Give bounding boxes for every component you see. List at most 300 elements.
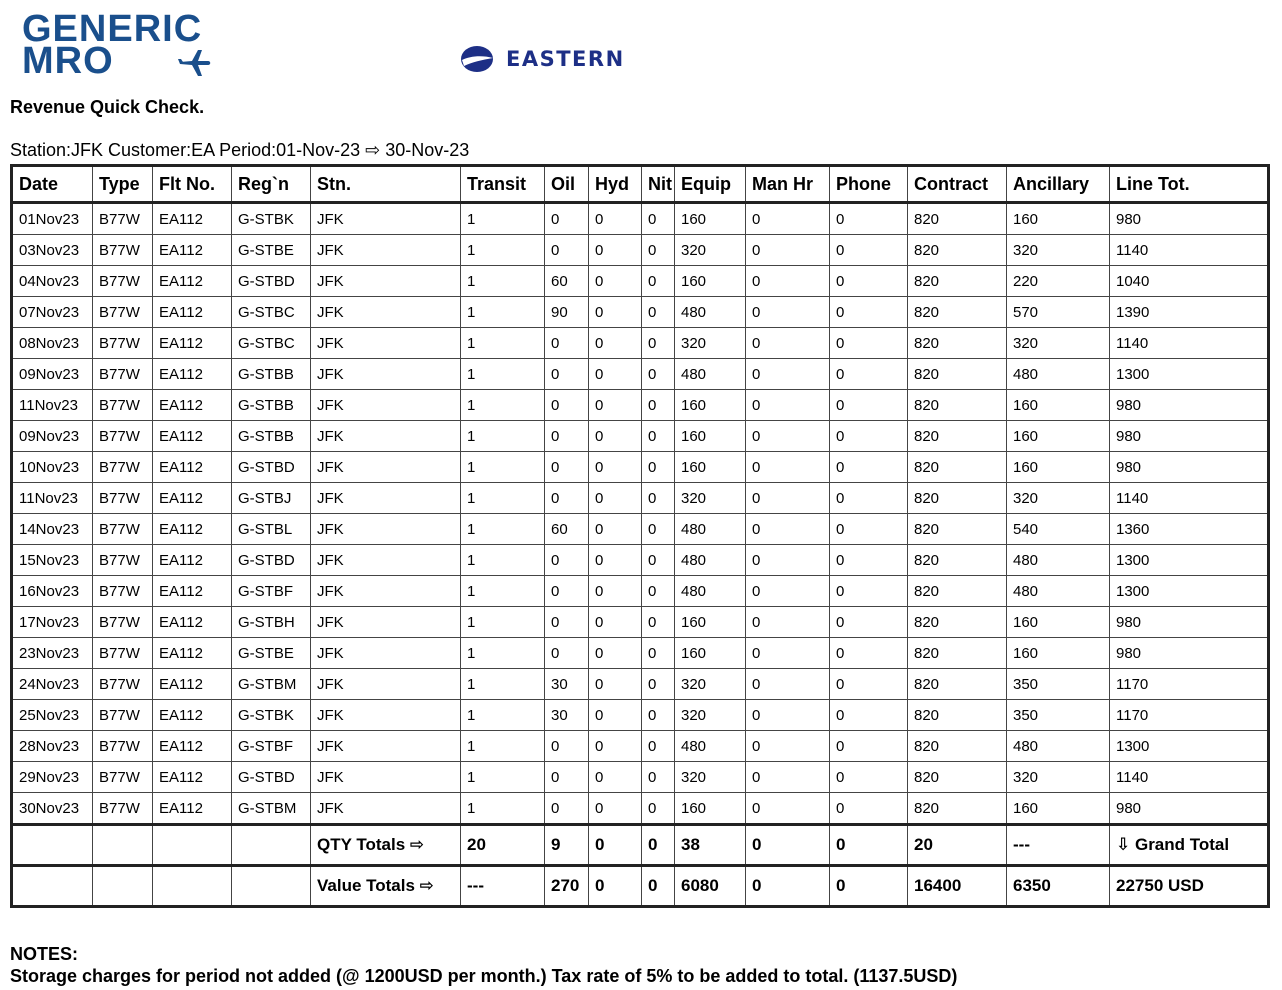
table-cell: 820 (908, 452, 1007, 483)
table-cell: 0 (830, 762, 908, 793)
table-cell: 1 (461, 359, 545, 390)
table-cell: 0 (642, 203, 675, 235)
table-cell: JFK (311, 607, 461, 638)
table-cell: EA112 (153, 700, 232, 731)
eastern-emblem-icon (460, 44, 494, 74)
table-cell: JFK (311, 638, 461, 669)
table-row (12, 328, 1269, 359)
table-cell: 0 (746, 545, 830, 576)
table-cell: B77W (93, 793, 153, 825)
table-cell: 820 (908, 203, 1007, 235)
table-cell: 820 (908, 576, 1007, 607)
table-cell: G-STBM (232, 669, 311, 700)
table-cell: 0 (545, 328, 589, 359)
value-total-cell: 6350 (1007, 866, 1110, 907)
table-cell: B77W (93, 297, 153, 328)
table-cell: 480 (1007, 359, 1110, 390)
table-cell: EA112 (153, 421, 232, 452)
table-cell: JFK (311, 762, 461, 793)
table-cell: 980 (1110, 203, 1269, 235)
table-cell: 0 (746, 731, 830, 762)
table-cell: 160 (1007, 390, 1110, 421)
table-cell: 320 (1007, 483, 1110, 514)
column-header: Oil (545, 166, 589, 203)
table-cell: JFK (311, 669, 461, 700)
table-cell: 0 (746, 359, 830, 390)
table-cell: B77W (93, 452, 153, 483)
table-cell: G-STBC (232, 328, 311, 359)
table-row (12, 452, 1269, 483)
column-header: Nit (642, 166, 675, 203)
table-cell: 0 (830, 452, 908, 483)
table-cell: 0 (642, 638, 675, 669)
table-cell: 0 (589, 452, 642, 483)
table-row (12, 669, 1269, 700)
table-row (12, 359, 1269, 390)
table-cell: 0 (746, 638, 830, 669)
notes-section (10, 943, 957, 987)
table-cell: 0 (746, 762, 830, 793)
table-cell: 1300 (1110, 731, 1269, 762)
table-cell: 820 (908, 235, 1007, 266)
table-cell: 1140 (1110, 762, 1269, 793)
table-cell: 0 (589, 390, 642, 421)
table-cell: 820 (908, 514, 1007, 545)
table-cell: 0 (642, 576, 675, 607)
table-cell: 0 (830, 545, 908, 576)
value-total-cell: Value Totals ⇨ (311, 866, 461, 907)
table-row (12, 297, 1269, 328)
table-cell: 11Nov23 (12, 390, 93, 421)
table-row (12, 545, 1269, 576)
table-cell: 0 (830, 421, 908, 452)
table-cell: 1 (461, 700, 545, 731)
table-cell: EA112 (153, 545, 232, 576)
table-cell: 1 (461, 483, 545, 514)
table-cell: 480 (1007, 576, 1110, 607)
table-cell: EA112 (153, 669, 232, 700)
column-header: Flt No. (153, 166, 232, 203)
qty-total-cell: 0 (746, 825, 830, 866)
table-cell: 480 (675, 297, 746, 328)
generic-mro-logo (22, 8, 222, 82)
table-cell: JFK (311, 297, 461, 328)
table-cell: 0 (589, 576, 642, 607)
table-row (12, 607, 1269, 638)
table-row (12, 203, 1269, 235)
table-cell: 160 (675, 638, 746, 669)
table-cell: 1140 (1110, 483, 1269, 514)
table-cell: 320 (675, 762, 746, 793)
table-row (12, 390, 1269, 421)
table-cell: 0 (746, 576, 830, 607)
table-cell: B77W (93, 266, 153, 297)
table-cell: 0 (545, 638, 589, 669)
table-cell: EA112 (153, 235, 232, 266)
table-cell: G-STBH (232, 607, 311, 638)
table-cell: 0 (830, 638, 908, 669)
table-cell: 0 (642, 731, 675, 762)
table-cell: G-STBJ (232, 483, 311, 514)
column-header: Equip (675, 166, 746, 203)
table-cell: 320 (1007, 235, 1110, 266)
table-cell: 980 (1110, 638, 1269, 669)
table-cell: 0 (589, 545, 642, 576)
table-cell: 0 (642, 328, 675, 359)
column-header: Contract (908, 166, 1007, 203)
table-cell: 160 (1007, 203, 1110, 235)
table-row (12, 483, 1269, 514)
column-header: Type (93, 166, 153, 203)
table-cell: 0 (545, 483, 589, 514)
report-title: Revenue Quick Check. (10, 97, 205, 117)
value-total-cell: 270 (545, 866, 589, 907)
table-cell: 980 (1110, 452, 1269, 483)
table-cell: B77W (93, 731, 153, 762)
table-cell: 0 (589, 700, 642, 731)
table-cell: EA112 (153, 266, 232, 297)
table-cell: 820 (908, 359, 1007, 390)
table-cell: 160 (675, 793, 746, 825)
table-cell: 14Nov23 (12, 514, 93, 545)
table-cell: B77W (93, 421, 153, 452)
table-cell: G-STBF (232, 576, 311, 607)
table-cell: 30 (545, 700, 589, 731)
table-cell: 0 (746, 669, 830, 700)
table-cell: 820 (908, 545, 1007, 576)
table-cell: 0 (589, 514, 642, 545)
table-cell: 820 (908, 390, 1007, 421)
column-header: Man Hr (746, 166, 830, 203)
logo-line-2: MRO (22, 40, 114, 82)
table-cell: 0 (642, 793, 675, 825)
table-cell: 480 (675, 545, 746, 576)
table-cell: JFK (311, 576, 461, 607)
table-cell: 320 (675, 328, 746, 359)
table-cell: 820 (908, 669, 1007, 700)
table-cell: 0 (830, 297, 908, 328)
table-cell: 0 (545, 359, 589, 390)
table-cell: 820 (908, 793, 1007, 825)
table-cell: 320 (675, 700, 746, 731)
table-cell: 0 (589, 483, 642, 514)
table-cell: 160 (1007, 421, 1110, 452)
eastern-wordmark: EASTERN (506, 47, 625, 71)
table-cell: 0 (830, 390, 908, 421)
table-cell: 480 (1007, 545, 1110, 576)
table-cell: JFK (311, 452, 461, 483)
table-cell: 0 (589, 421, 642, 452)
table-cell: 160 (675, 266, 746, 297)
table-cell: 0 (642, 359, 675, 390)
table-cell: B77W (93, 700, 153, 731)
value-total-cell (93, 866, 153, 907)
table-cell: 1170 (1110, 700, 1269, 731)
table-cell: G-STBB (232, 421, 311, 452)
table-cell: B77W (93, 514, 153, 545)
table-cell: G-STBD (232, 266, 311, 297)
table-cell: 820 (908, 421, 1007, 452)
table-cell: 1 (461, 638, 545, 669)
table-cell: 0 (545, 452, 589, 483)
table-cell: 0 (746, 266, 830, 297)
table-cell: 320 (1007, 328, 1110, 359)
table-cell: G-STBF (232, 731, 311, 762)
table-cell: 17Nov23 (12, 607, 93, 638)
table-cell: JFK (311, 390, 461, 421)
logo-line-1: GENERIC (22, 8, 203, 50)
table-cell: 0 (642, 762, 675, 793)
table-cell: 160 (1007, 452, 1110, 483)
table-cell: 09Nov23 (12, 359, 93, 390)
table-cell: 1 (461, 607, 545, 638)
table-cell: B77W (93, 669, 153, 700)
table-row (12, 700, 1269, 731)
table-cell: 0 (830, 793, 908, 825)
qty-total-cell: 9 (545, 825, 589, 866)
table-cell: EA112 (153, 328, 232, 359)
table-cell: 0 (589, 235, 642, 266)
table-cell: 320 (675, 235, 746, 266)
table-cell: 0 (545, 731, 589, 762)
table-cell: G-STBD (232, 545, 311, 576)
table-cell: 1 (461, 235, 545, 266)
table-cell: 0 (830, 266, 908, 297)
value-total-cell (232, 866, 311, 907)
table-row (12, 266, 1269, 297)
table-cell: 480 (1007, 731, 1110, 762)
table-cell: 1300 (1110, 545, 1269, 576)
value-total-cell: 6080 (675, 866, 746, 907)
table-cell: 01Nov23 (12, 203, 93, 235)
table-cell: 0 (746, 700, 830, 731)
table-cell: B77W (93, 235, 153, 266)
table-cell: 480 (675, 359, 746, 390)
table-cell: 0 (830, 483, 908, 514)
table-cell: 0 (545, 607, 589, 638)
table-cell: 0 (589, 762, 642, 793)
table-cell: 08Nov23 (12, 328, 93, 359)
table-cell: 320 (675, 669, 746, 700)
table-cell: 570 (1007, 297, 1110, 328)
table-cell: G-STBD (232, 452, 311, 483)
table-cell: 0 (642, 669, 675, 700)
table-cell: 480 (675, 576, 746, 607)
table-cell: 30Nov23 (12, 793, 93, 825)
table-cell: G-STBC (232, 297, 311, 328)
table-cell: 0 (746, 203, 830, 235)
table-cell: 25Nov23 (12, 700, 93, 731)
table-cell: 90 (545, 297, 589, 328)
value-total-cell: 22750 USD (1110, 866, 1269, 907)
table-cell: 0 (642, 421, 675, 452)
table-cell: 160 (675, 452, 746, 483)
value-total-cell: 0 (642, 866, 675, 907)
table-cell: 480 (675, 731, 746, 762)
table-cell: 0 (589, 638, 642, 669)
table-cell: 0 (642, 452, 675, 483)
table-cell: EA112 (153, 390, 232, 421)
table-cell: 0 (545, 421, 589, 452)
table-cell: 1300 (1110, 359, 1269, 390)
table-cell: 0 (746, 793, 830, 825)
table-cell: 0 (830, 514, 908, 545)
table-cell: 820 (908, 762, 1007, 793)
value-total-cell: 0 (589, 866, 642, 907)
table-row (12, 793, 1269, 825)
table-cell: JFK (311, 731, 461, 762)
table-row (12, 762, 1269, 793)
qty-total-cell: 0 (830, 825, 908, 866)
table-cell: 0 (642, 607, 675, 638)
table-row (12, 235, 1269, 266)
table-cell: 0 (830, 328, 908, 359)
table-cell: JFK (311, 235, 461, 266)
value-total-cell: --- (461, 866, 545, 907)
table-cell: 0 (545, 762, 589, 793)
table-cell: 09Nov23 (12, 421, 93, 452)
qty-total-cell: --- (1007, 825, 1110, 866)
table-cell: 1 (461, 390, 545, 421)
table-cell: B77W (93, 359, 153, 390)
column-header: Transit (461, 166, 545, 203)
table-cell: B77W (93, 607, 153, 638)
table-cell: 0 (545, 576, 589, 607)
table-cell: 16Nov23 (12, 576, 93, 607)
table-cell: 160 (1007, 607, 1110, 638)
table-cell: 0 (746, 452, 830, 483)
table-cell: B77W (93, 203, 153, 235)
table-cell: G-STBE (232, 235, 311, 266)
table-cell: 0 (642, 514, 675, 545)
table-cell: EA112 (153, 297, 232, 328)
table-row (12, 638, 1269, 669)
table-header-row (12, 166, 1269, 203)
notes-heading: NOTES: (10, 944, 79, 964)
qty-total-cell: QTY Totals ⇨ (311, 825, 461, 866)
table-cell: B77W (93, 576, 153, 607)
table-cell: 0 (746, 235, 830, 266)
table-cell: G-STBB (232, 359, 311, 390)
table-cell: 0 (830, 203, 908, 235)
table-cell: 30 (545, 669, 589, 700)
report-parameters: Station:JFK Customer:EA Period:01-Nov-23 ⇨ 30-Nov-23 (10, 140, 470, 160)
qty-total-cell (93, 825, 153, 866)
table-cell: G-STBD (232, 762, 311, 793)
table-cell: 0 (746, 607, 830, 638)
table-cell: G-STBL (232, 514, 311, 545)
table-cell: 0 (746, 328, 830, 359)
table-cell: 0 (589, 359, 642, 390)
table-cell: 0 (545, 203, 589, 235)
table-cell: 28Nov23 (12, 731, 93, 762)
table-cell: 1 (461, 328, 545, 359)
table-cell: 0 (545, 390, 589, 421)
qty-total-cell: ⇩ Grand Total (1110, 825, 1269, 866)
notes-text: Storage charges for period not added (@ 1200USD per month.) Tax rate of 5% to be added to total. (1137.5USD) (10, 966, 958, 986)
table-cell: 820 (908, 328, 1007, 359)
table-cell: 820 (908, 483, 1007, 514)
table-cell: 1 (461, 452, 545, 483)
table-cell: 220 (1007, 266, 1110, 297)
table-cell: B77W (93, 638, 153, 669)
table-cell: JFK (311, 700, 461, 731)
table-cell: 0 (642, 700, 675, 731)
table-cell: EA112 (153, 514, 232, 545)
table-cell: 0 (545, 235, 589, 266)
table-cell: 1 (461, 421, 545, 452)
table-cell: 0 (830, 700, 908, 731)
table-cell: 160 (1007, 638, 1110, 669)
qty-total-cell: 20 (461, 825, 545, 866)
column-header: Line Tot. (1110, 166, 1269, 203)
table-cell: G-STBK (232, 203, 311, 235)
table-cell: 980 (1110, 607, 1269, 638)
table-cell: G-STBK (232, 700, 311, 731)
table-cell: EA112 (153, 607, 232, 638)
table-cell: JFK (311, 421, 461, 452)
table-cell: JFK (311, 359, 461, 390)
table-cell: 980 (1110, 421, 1269, 452)
table-cell: 24Nov23 (12, 669, 93, 700)
table-cell: 1040 (1110, 266, 1269, 297)
airplane-icon (178, 48, 212, 78)
table-cell: B77W (93, 762, 153, 793)
table-cell: 1170 (1110, 669, 1269, 700)
table-cell: 0 (589, 607, 642, 638)
table-cell: 10Nov23 (12, 452, 93, 483)
table-cell: 0 (642, 483, 675, 514)
value-totals-row (12, 866, 1269, 907)
table-cell: 0 (589, 669, 642, 700)
table-row (12, 421, 1269, 452)
table-cell: JFK (311, 545, 461, 576)
table-cell: JFK (311, 483, 461, 514)
table-cell: B77W (93, 483, 153, 514)
table-cell: EA112 (153, 483, 232, 514)
column-header: Reg`n (232, 166, 311, 203)
table-cell: 0 (642, 235, 675, 266)
table-cell: 1 (461, 514, 545, 545)
table-cell: 0 (830, 669, 908, 700)
table-cell: 23Nov23 (12, 638, 93, 669)
qty-total-cell: 0 (642, 825, 675, 866)
value-total-cell (153, 866, 232, 907)
table-cell: B77W (93, 390, 153, 421)
table-cell: 1300 (1110, 576, 1269, 607)
value-total-cell: 0 (746, 866, 830, 907)
table-cell: 0 (589, 297, 642, 328)
table-cell: 60 (545, 514, 589, 545)
qty-total-cell (232, 825, 311, 866)
table-cell: 160 (675, 390, 746, 421)
table-cell: 1 (461, 731, 545, 762)
table-cell: 0 (746, 483, 830, 514)
value-total-cell (12, 866, 93, 907)
table-cell: 1 (461, 203, 545, 235)
table-cell: 0 (746, 297, 830, 328)
table-cell: 0 (545, 793, 589, 825)
table-cell: 0 (642, 266, 675, 297)
qty-total-cell: 0 (589, 825, 642, 866)
table-cell: 160 (675, 203, 746, 235)
table-cell: 0 (830, 235, 908, 266)
table-cell: 160 (675, 607, 746, 638)
table-cell: EA112 (153, 638, 232, 669)
table-cell: G-STBM (232, 793, 311, 825)
table-cell: 0 (589, 731, 642, 762)
table-cell: 350 (1007, 669, 1110, 700)
